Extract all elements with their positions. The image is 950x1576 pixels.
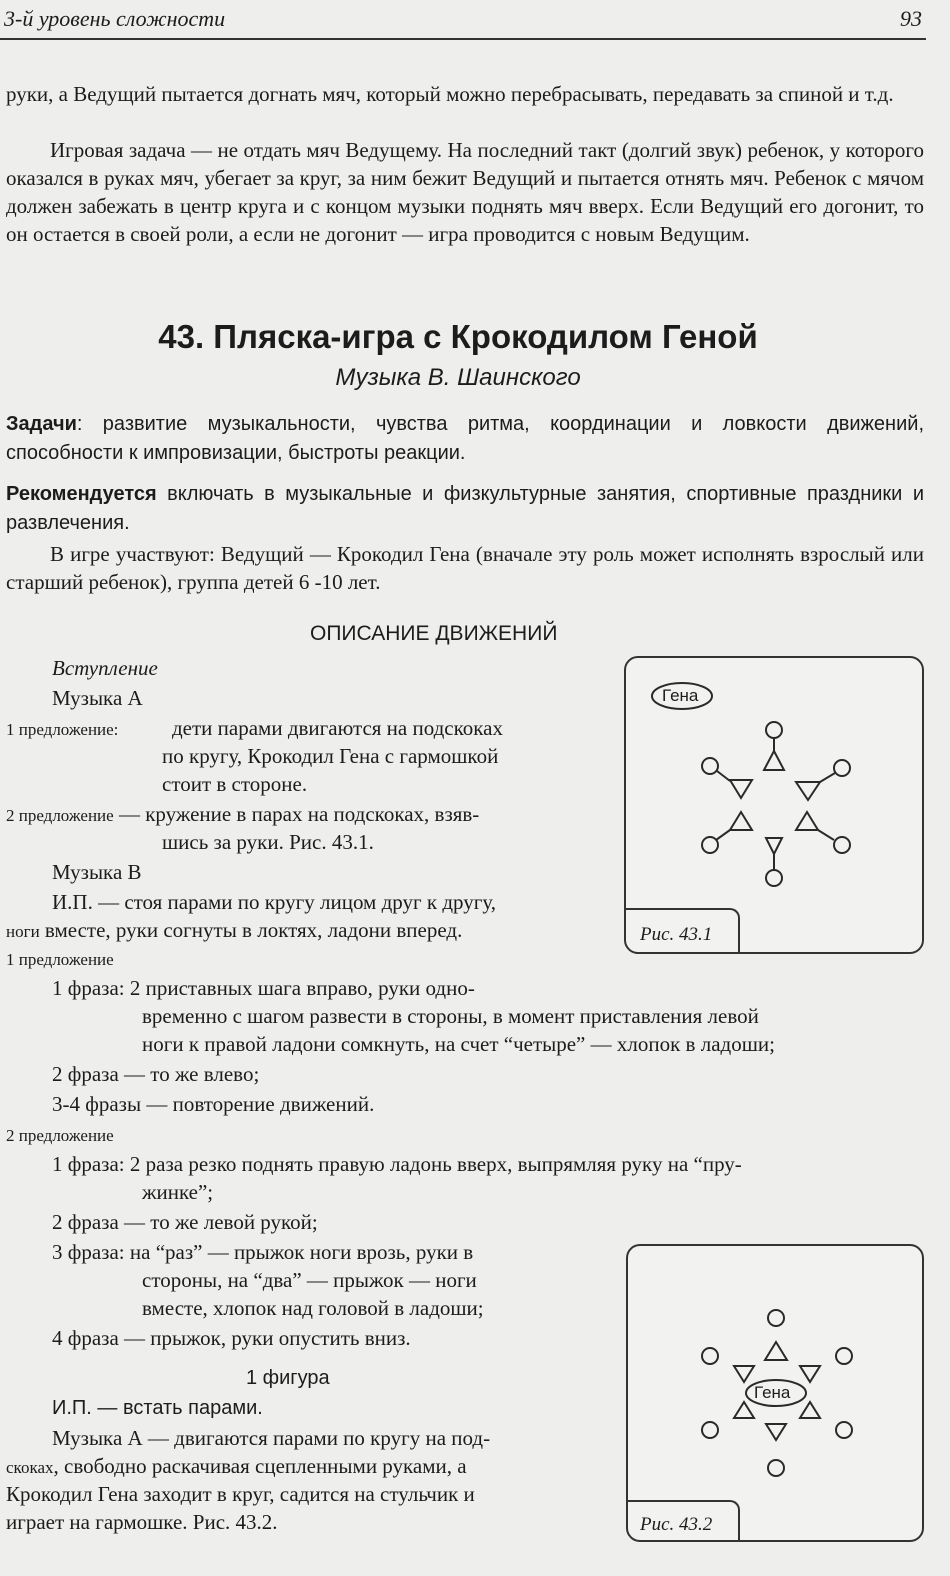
child-circle (836, 1348, 852, 1364)
child-circle (768, 1460, 784, 1476)
figure-43-2-caption: Рис. 43.2 (640, 1514, 713, 1535)
sentence-2-line-2: шись за руки. Рис. 43.1. (162, 830, 374, 854)
running-header (0, 0, 926, 40)
game-title: 43. Пляска-игра с Крокодилом Геной (158, 318, 758, 355)
phrase-1a-line-2: временно с шагом развести в стороны, в момент приставления левой (142, 1004, 759, 1028)
last-line-1: Музыка А — двигаются парами по кругу на под- (52, 1426, 491, 1450)
phrase-3-4a: 3-4 фразы — повторение движений. (52, 1092, 375, 1116)
phrase-3b-line-1: 3 фраза: на “раз” — прыжок ноги врозь, руки в (52, 1240, 474, 1264)
child-triangle (766, 1424, 786, 1440)
child-triangle (730, 812, 752, 830)
gena-label: Гена (662, 686, 699, 705)
child-triangle (730, 780, 752, 798)
child-triangle (800, 1402, 820, 1418)
tasks-label: Задачи (6, 413, 77, 435)
gena-label: Гена (754, 1383, 791, 1402)
figure-1-heading: 1 фигура (246, 1367, 330, 1389)
intro-label: Вступление (52, 656, 158, 680)
sentence-2-heading: 2 предложение (6, 1126, 114, 1145)
sentence-1-label: 1 предложение: (6, 720, 119, 739)
figure-43-1 (624, 656, 924, 954)
child-circle (834, 837, 850, 853)
recommend-paragraph (6, 480, 924, 538)
phrase-2a: 2 фраза — то же влево; (52, 1062, 260, 1086)
last-line-3: Крокодил Гена заходит в круг, садится на стульчик и (6, 1482, 475, 1506)
last-line-2-start: скоках (6, 1458, 54, 1477)
child-triangle (766, 838, 782, 854)
phrase-1a-line-3: ноги к правой ладони сомкнуть, на счет “четыре” — хлопок в ладоши; (142, 1032, 775, 1056)
sentence-2-label: 2 предложение (6, 806, 114, 825)
sentence-1-heading: 1 предложение (6, 950, 114, 969)
sentence-1-line-3: стоит в стороне. (162, 772, 308, 796)
intro-paragraph-2: Игровая задача — не отдать мяч Ведущему. На последний такт (долгий звук) ребенок, у которого оказался в руках мяч, убегает за круг, за ним бежит Ведущий и пытается отнять мяч. Ребенок с мячом должен забежать в центр круга и с концом музыки поднять мяч вверх. Если Ведущий его догонит, то он остается в своей роли, а если не догонит — игра проводится с новым Ведущим. (6, 138, 924, 246)
recommend-text: включать в музыкальные и физкультурные занятия, спортивные праздники и развлечения. (6, 483, 924, 534)
game-subtitle: Музыка В. Шаинского (335, 364, 581, 391)
last-line-2 (6, 1452, 467, 1482)
child-circle (702, 1348, 718, 1364)
child-triangle (764, 751, 784, 770)
child-triangle (796, 782, 820, 800)
phrase-4b: 4 фраза — прыжок, руки опустить вниз. (52, 1326, 411, 1350)
phrase-3b-line-3: вместе, хлопок над головой в ладоши; (142, 1296, 484, 1320)
ip-1-rest: вместе, руки согнуты в локтях, ладони вперед. (39, 918, 463, 942)
header-section-title: 3-й уровень сложности (4, 6, 226, 31)
phrase-1a-line-1: 1 фраза: 2 приставных шага вправо, руки одно- (52, 976, 475, 1000)
child-triangle (800, 1366, 820, 1382)
ip-1-legs: ноги (6, 922, 40, 941)
music-b-label: Музыка В (52, 860, 142, 884)
child-triangle (765, 1342, 787, 1360)
child-circle (766, 870, 782, 886)
phrase-1b-line-1: 1 фраза: 2 раза резко поднять правую ладонь вверх, выпрямляя руку на “пру- (52, 1152, 742, 1176)
recommend-label: Рекомендуется (6, 483, 157, 505)
child-triangle (734, 1366, 754, 1382)
child-circle (766, 722, 782, 738)
child-circle (702, 1422, 718, 1438)
music-a-label: Музыка А (52, 686, 143, 710)
ip-1-line-2 (6, 916, 462, 946)
child-triangle (734, 1402, 754, 1418)
section-heading: ОПИСАНИЕ ДВИЖЕНИЙ (310, 622, 558, 645)
child-circle (702, 837, 718, 853)
page-number: 93 (900, 6, 922, 31)
figure-43-1-caption: Рис. 43.1 (640, 924, 713, 945)
participants-paragraph: В игре участвуют: Ведущий — Крокодил Гена (вначале эту роль может исполнять взрослый или старший ребенок), группа детей 6 -10 лет. (6, 542, 924, 594)
phrase-3b-line-2: стороны, на “два” — прыжок — ноги (142, 1268, 477, 1292)
sentence-2-line-1 (6, 800, 479, 830)
last-line-4: играет на гармошке. Рис. 43.2. (6, 1510, 278, 1534)
tasks-text: : развитие музыкальности, чувства ритма, координации и ловкости движений, способности к импровизации, быстроты реакции. (6, 413, 924, 464)
child-circle (768, 1310, 784, 1326)
child-circle (836, 1422, 852, 1438)
intro-paragraph-1: руки, а Ведущий пытается догнать мяч, который можно перебрасывать, передавать за спиной и т.д. (6, 82, 894, 106)
figure-43-2 (626, 1244, 924, 1542)
sentence-1-line-1: дети парами двигаются на подскоках (172, 716, 503, 740)
ip-2: И.П. — встать парами. (52, 1397, 263, 1419)
child-circle (702, 758, 718, 774)
last-line-2-rest: , свободно раскачивая сцепленными руками, а (53, 1454, 467, 1478)
child-circle (834, 760, 850, 776)
ip-1-line-1: И.П. — стоя парами по кругу лицом друг к другу, (52, 890, 496, 914)
tasks-paragraph (6, 410, 924, 468)
child-triangle (796, 812, 818, 830)
phrase-1b-line-2: жинке”; (142, 1180, 214, 1204)
sentence-1-line-2: по кругу, Крокодил Гена с гармошкой (162, 744, 499, 768)
sentence-2-text: — кружение в парах на подскоках, взяв- (113, 802, 480, 826)
phrase-2b: 2 фраза — то же левой рукой; (52, 1210, 318, 1234)
